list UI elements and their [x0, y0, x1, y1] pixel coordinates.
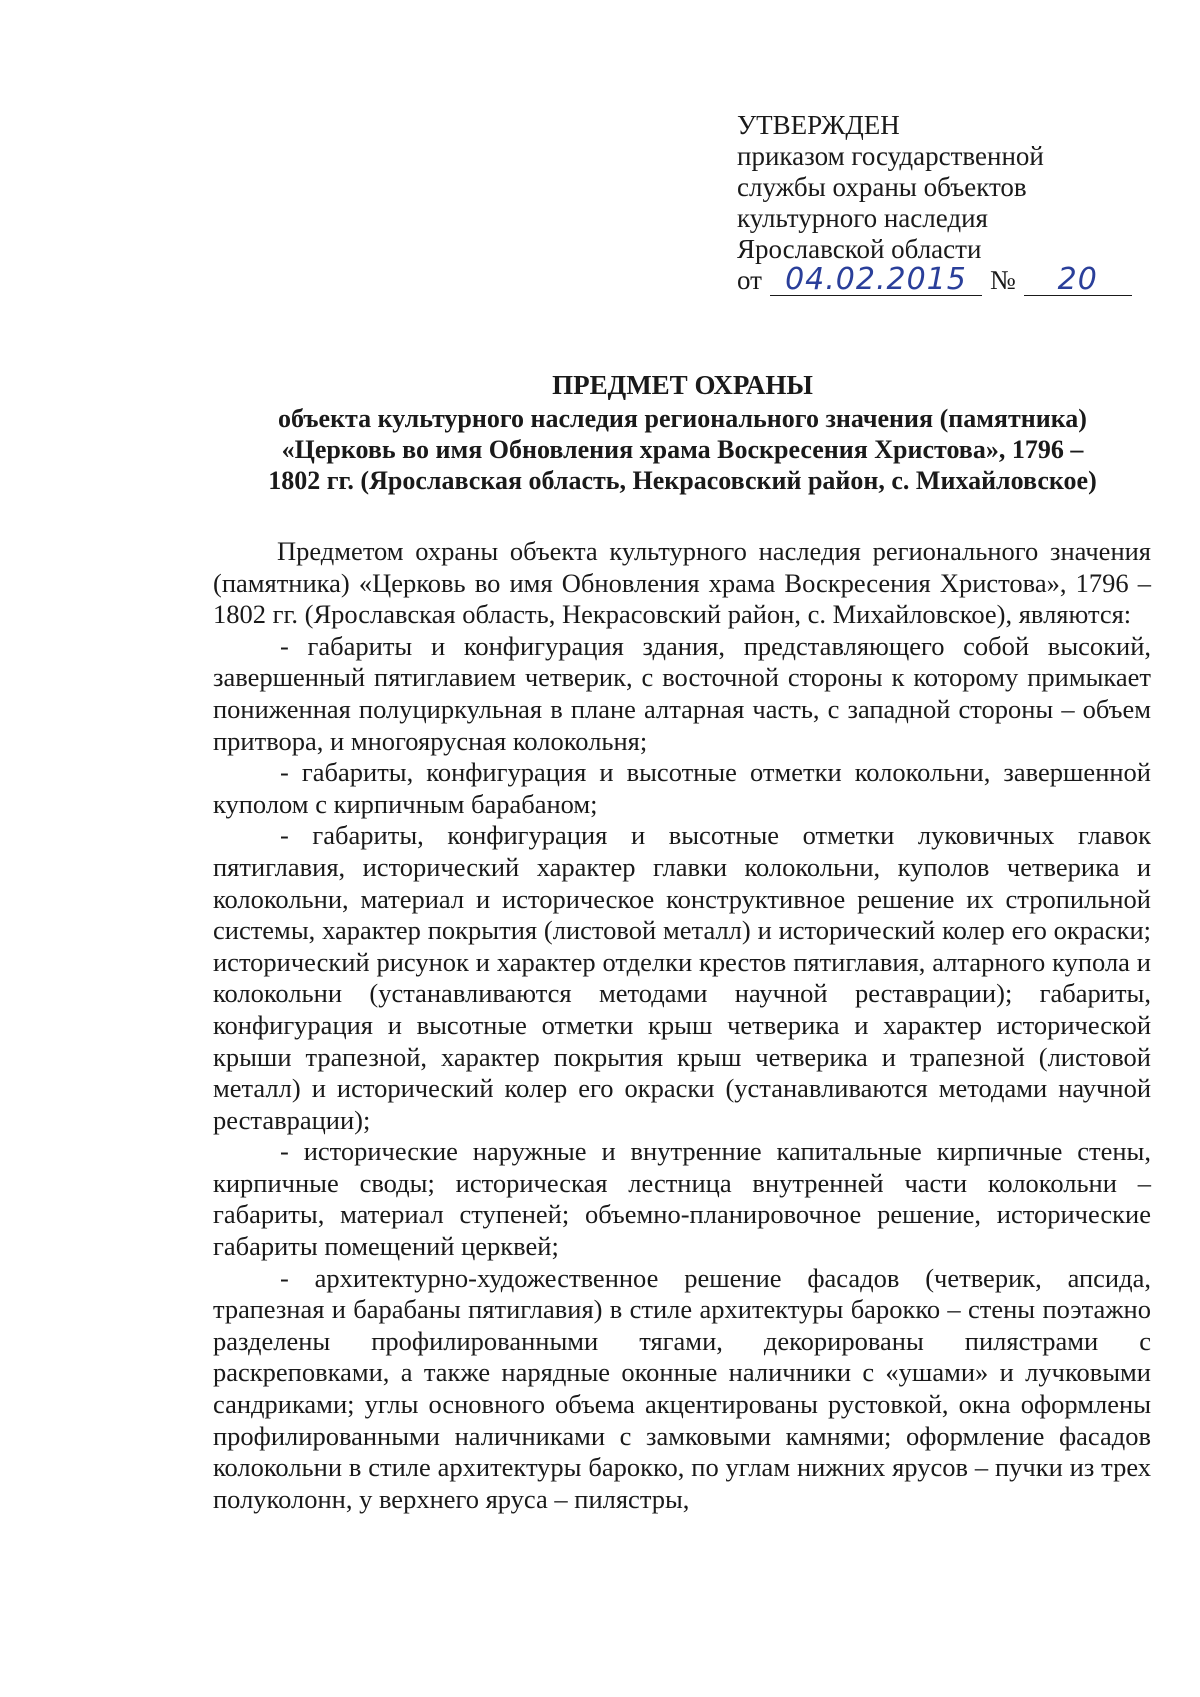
approval-line: службы охраны объектов: [737, 172, 1027, 202]
list-item: - габариты и конфигурация здания, представляющего собой высокий, завершенный пятиглавием четверик, с восточной стороны к которому примыкает пониженная полуциркульная в плане алтарная часть, с западной стороны – объем притвора, и многоярусная колокольня;: [213, 630, 1151, 756]
approval-heading: УТВЕРЖДЕН: [737, 110, 900, 140]
title-line: 1802 гг. (Ярославская область, Некрасовский район, с. Михайловское): [268, 466, 1097, 495]
date-prefix: от: [737, 265, 762, 295]
list-item: - габариты, конфигурация и высотные отметки луковичных главок пятиглавия, исторический характер главки колокольни, куполов четверика и колокольни, материал и историческое конструктивное решение их стропильной системы, характер покрытия (листовой металл) и исторический колер его окраски; исторический рисунок и характер отделки крестов пятиглавия, алтарного купола и колокольни (устанавливаются методами научной реставрации); габариты, конфигурация и высотные отметки крыш четверика и характер исторической крыши трапезной, характер покрытия крыш четверика и трапезной (листовой металл) и исторический колер его окраски (устанавливаются методами научной реставрации);: [213, 820, 1151, 1135]
list-item: - габариты, конфигурация и высотные отметки колокольни, завершенной куполом с кирпичным барабаном;: [213, 757, 1151, 819]
handwritten-date: 04.02.2015: [770, 265, 982, 296]
list-item: - архитектурно-художественное решение фасадов (четверик, апсида, трапезная и барабаны пятиглавия) в стиле архитектуры барокко – стены поэтажно разделены профилированными тягами, декорированы пилястрами с раскреповками, а также нарядные оконные наличники с «ушами» и лучковыми сандриками; углы основного объема акцентированы рустовкой, окна оформлены профилированными наличниками с замковыми камнями; оформление фасадов колокольни в стиле архитектуры барокко, по углам нижних ярусов – пучки из трех полуколонн, у верхнего яруса – пилястры,: [213, 1262, 1151, 1514]
approval-line: приказом государственной: [737, 141, 1044, 171]
title-line: объекта культурного наследия регионального значения (памятника): [278, 404, 1087, 433]
intro-paragraph: Предметом охраны объекта культурного наследия регионального значения (памятника) «Церковь во имя Обновления храма Воскресения Христова», 1796 – 1802 гг. (Ярославская область, Некрасовский район, с. Михайловское), являются:: [213, 536, 1151, 630]
document-title: [205, 370, 1160, 496]
approval-line: культурного наследия: [737, 203, 988, 233]
title-line: «Церковь во имя Обновления храма Воскресения Христова», 1796 –: [281, 435, 1084, 464]
approval-stamp: [737, 110, 1137, 296]
handwritten-number: 20: [1024, 265, 1132, 296]
page-title: ПРЕДМЕТ ОХРАНЫ: [552, 370, 813, 400]
document-body: [213, 536, 1151, 1515]
approval-date-line: [737, 262, 1137, 297]
approval-line: Ярославской области: [737, 234, 982, 264]
number-prefix: №: [989, 265, 1016, 295]
list-item: - исторические наружные и внутренние капитальные кирпичные стены, кирпичные своды; историческая лестница внутренней части колокольни – габариты, материал ступеней; объемно-планировочное решение, исторические габариты помещений церквей;: [213, 1136, 1151, 1262]
